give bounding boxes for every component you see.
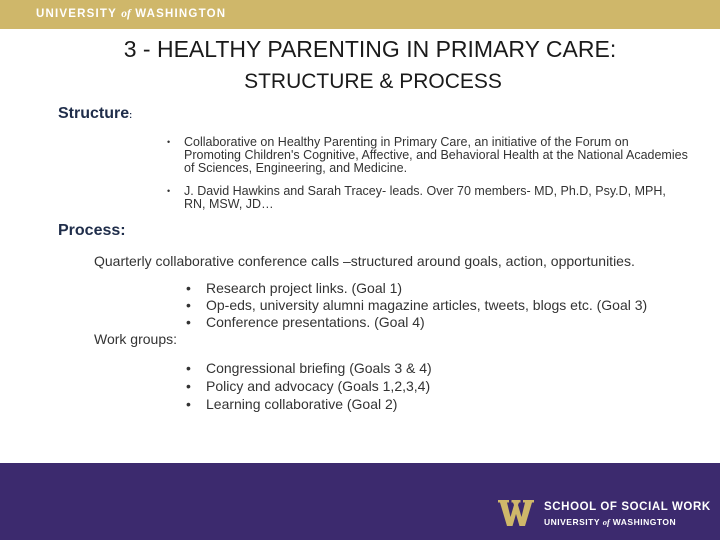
bullet-dot-icon: •	[186, 280, 191, 296]
list-item: • Op-eds, university alumni magazine articles, tweets, blogs etc. (Goal 3)	[186, 297, 648, 313]
structure-bullet: • J. David Hawkins and Sarah Tracey- leads. Over 70 members- MD, Ph.D, Psy.D, MPH, RN, MSW, JD…	[167, 184, 666, 211]
bullet-dot-icon: •	[186, 396, 191, 412]
uw-w-logo-icon	[498, 500, 534, 526]
list-item: • Learning collaborative (Goal 2)	[186, 396, 398, 412]
bullet-dot-icon: •	[186, 297, 191, 313]
bullet-dot-icon: •	[167, 137, 171, 147]
structure-heading: Structure:	[58, 105, 133, 122]
quarterly-calls-text: Quarterly collaborative conference calls –structured around goals, action, opportunities.	[94, 253, 635, 269]
structure-bullet: • Collaborative on Healthy Parenting in Primary Care, an initiative of the Forum on Promoting Children's Cognitive, Affective, and Behavioral Health at the National Academies of Sciences, Engineering, and Medicine.	[167, 135, 688, 175]
work-group-list-2	[186, 359, 432, 413]
bullet-dot-icon: •	[186, 314, 191, 330]
bullet-dot-icon: •	[186, 378, 191, 394]
top-banner	[0, 0, 720, 29]
process-heading: Process:	[58, 222, 126, 239]
bullet-dot-icon: •	[167, 186, 171, 196]
list-item: • Conference presentations. (Goal 4)	[186, 314, 425, 330]
slide-title: 3 - HEALTHY PARENTING IN PRIMARY CARE:	[123, 36, 617, 62]
work-group-list-1	[186, 280, 648, 331]
bullet-dot-icon: •	[186, 360, 191, 376]
school-of-social-work-title: SCHOOL OF SOCIAL WORK	[544, 501, 711, 513]
footer-university-wordmark: UNIVERSITY of WASHINGTON	[544, 517, 677, 527]
list-item: • Policy and advocacy (Goals 1,2,3,4)	[186, 378, 431, 394]
slide-subtitle: STRUCTURE & PROCESS	[244, 70, 502, 93]
work-groups-label: Work groups:	[94, 331, 177, 347]
university-wordmark: UNIVERSITY of WASHINGTON	[36, 8, 227, 20]
list-item: • Research project links. (Goal 1)	[186, 280, 403, 296]
list-item: • Congressional briefing (Goals 3 & 4)	[186, 360, 432, 376]
